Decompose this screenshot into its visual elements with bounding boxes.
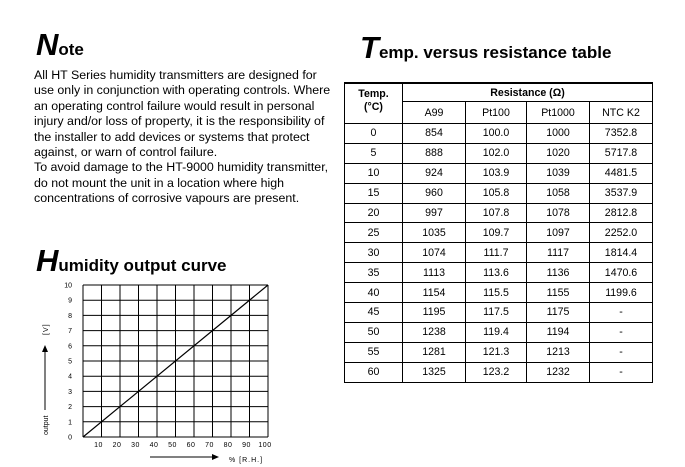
x-tick-label: 20 [112, 442, 122, 449]
resistance-cell: 1097 [527, 223, 590, 243]
resistance-cell: 1113 [403, 263, 466, 283]
y-tick-label: 1 [68, 419, 72, 427]
resistance-cell: 121.3 [466, 342, 527, 362]
y-tick-label: 10 [64, 282, 72, 290]
subcol-ntc-k2: NTC K2 [590, 102, 653, 124]
resistance-cell: 1136 [527, 263, 590, 283]
resistance-cell: - [590, 303, 653, 323]
temp-table-heading-rest: emp. versus resistance table [378, 43, 612, 62]
resistance-cell: 2812.8 [590, 203, 653, 223]
resistance-cell: 1117 [527, 243, 590, 263]
x-tick-label: 10 [94, 442, 103, 449]
resistance-cell: 1213 [527, 342, 590, 362]
resistance-cell: 123.2 [466, 362, 527, 382]
resistance-cell: 105.8 [466, 183, 527, 203]
resistance-cell: 2252.0 [590, 223, 653, 243]
resistance-cell: 7352.8 [590, 124, 653, 144]
resistance-cell: 1074 [403, 243, 466, 263]
temp-cell: 0 [345, 124, 403, 144]
resistance-cell: 115.5 [466, 283, 527, 303]
resistance-cell: - [590, 362, 653, 382]
temp-cell: 30 [345, 243, 403, 263]
resistance-cell: 1175 [527, 303, 590, 323]
resistance-cell: 103.9 [466, 163, 527, 183]
resistance-cell: 1039 [527, 163, 590, 183]
note-paragraph-2: To avoid damage to the HT-9000 humidity transmitter, do not mount the unit in a location where high concentrations of corrosive vapours are present. [34, 160, 329, 206]
note-heading-initial: N [36, 27, 59, 62]
resistance-cell: 1325 [403, 362, 466, 382]
resistance-cell: 1154 [403, 283, 466, 303]
x-tick-label: 80 [223, 442, 233, 449]
resistance-cell: 1814.4 [590, 243, 653, 263]
resistance-cell: 100.0 [466, 124, 527, 144]
curve-heading-initial: H [36, 243, 59, 278]
resistance-cell: 854 [403, 124, 466, 144]
resistance-cell: 924 [403, 163, 466, 183]
resistance-cell: 113.6 [466, 263, 527, 283]
resistance-cell: 111.7 [466, 243, 527, 263]
resistance-cell: 1000 [527, 124, 590, 144]
y-tick-label: 4 [68, 373, 72, 381]
y-tick-label: 7 [68, 328, 72, 336]
resistance-cell: 3537.9 [590, 183, 653, 203]
y-axis-unit-label: [V] [43, 323, 50, 335]
y-axis-arrow [42, 345, 48, 410]
subcol-pt100: Pt100 [466, 102, 527, 124]
note-paragraph-1: All HT Series humidity transmitters are designed for use only in conjunction with operating controls. Where an operating control failure would result in personal injury and/or loss of property, it is the responsibility of the installer to add devices or systems that protect against, or warn of control failure. [34, 68, 331, 160]
temp-cell: 60 [345, 362, 403, 382]
temp-header-line1: Temp. [358, 88, 389, 100]
resistance-cell: 1035 [403, 223, 466, 243]
y-tick-label: 3 [68, 388, 72, 396]
x-tick-labels [94, 442, 271, 449]
resistance-cell: 119.4 [466, 322, 527, 342]
temp-cell: 35 [345, 263, 403, 283]
resistance-cell: 109.7 [466, 223, 527, 243]
resistance-cell: 888 [403, 143, 466, 163]
y-tick-label: 5 [68, 358, 72, 366]
subcol-pt1000: Pt1000 [527, 102, 590, 124]
resistance-header: Resistance (Ω) [403, 83, 653, 102]
resistance-cell: 1020 [527, 143, 590, 163]
resistance-cell: 1470.6 [590, 263, 653, 283]
temp-cell: 5 [345, 143, 403, 163]
resistance-cell: 1195 [403, 303, 466, 323]
resistance-cell: - [590, 322, 653, 342]
x-tick-label: 50 [168, 442, 177, 449]
temp-cell: 25 [345, 223, 403, 243]
x-axis-arrow [150, 454, 219, 460]
y-tick-label: 0 [68, 434, 72, 442]
x-tick-label: 60 [186, 442, 196, 449]
temp-cell: 45 [345, 303, 403, 323]
x-tick-label: 70 [205, 442, 214, 449]
temp-cell: 55 [345, 342, 403, 362]
resistance-cell: 1194 [527, 322, 590, 342]
resistance-cell: 4481.5 [590, 163, 653, 183]
resistance-cell: - [590, 342, 653, 362]
resistance-cell: 1199.6 [590, 283, 653, 303]
temp-header-line2: (°C) [364, 101, 383, 113]
resistance-cell: 107.8 [466, 203, 527, 223]
resistance-cell: 1238 [403, 322, 466, 342]
note-heading-rest: ote [58, 40, 84, 59]
y-tick-label: 8 [68, 312, 72, 320]
y-tick-label: 6 [68, 343, 72, 351]
resistance-cell: 1232 [527, 362, 590, 382]
x-tick-label: 40 [149, 442, 159, 449]
y-tick-labels [64, 283, 72, 442]
y-tick-label: 9 [68, 297, 72, 305]
resistance-cell: 960 [403, 183, 466, 203]
resistance-cell: 1281 [403, 342, 466, 362]
resistance-cell: 1058 [527, 183, 590, 203]
temp-cell: 50 [345, 322, 403, 342]
x-tick-label: 90 [242, 442, 251, 449]
curve-heading-rest: umidity output curve [58, 256, 227, 275]
y-tick-label: 2 [68, 404, 72, 412]
resistance-cell: 1155 [527, 283, 590, 303]
resistance-cell: 117.5 [466, 303, 527, 323]
resistance-cell: 997 [403, 203, 466, 223]
temp-cell: 10 [345, 163, 403, 183]
temp-table-heading-initial: T [360, 30, 379, 65]
y-axis-label: output [43, 415, 50, 435]
temp-cell: 20 [345, 203, 403, 223]
x-tick-label: 100 [258, 442, 272, 449]
resistance-cell: 102.0 [466, 143, 527, 163]
subcol-a99: A99 [403, 102, 466, 124]
temp-cell: 40 [345, 283, 403, 303]
x-tick-label: 30 [131, 442, 140, 449]
resistance-cell: 1078 [527, 203, 590, 223]
resistance-cell: 5717.8 [590, 143, 653, 163]
temp-cell: 15 [345, 183, 403, 203]
x-axis-label: % [R.H.] [229, 457, 264, 464]
